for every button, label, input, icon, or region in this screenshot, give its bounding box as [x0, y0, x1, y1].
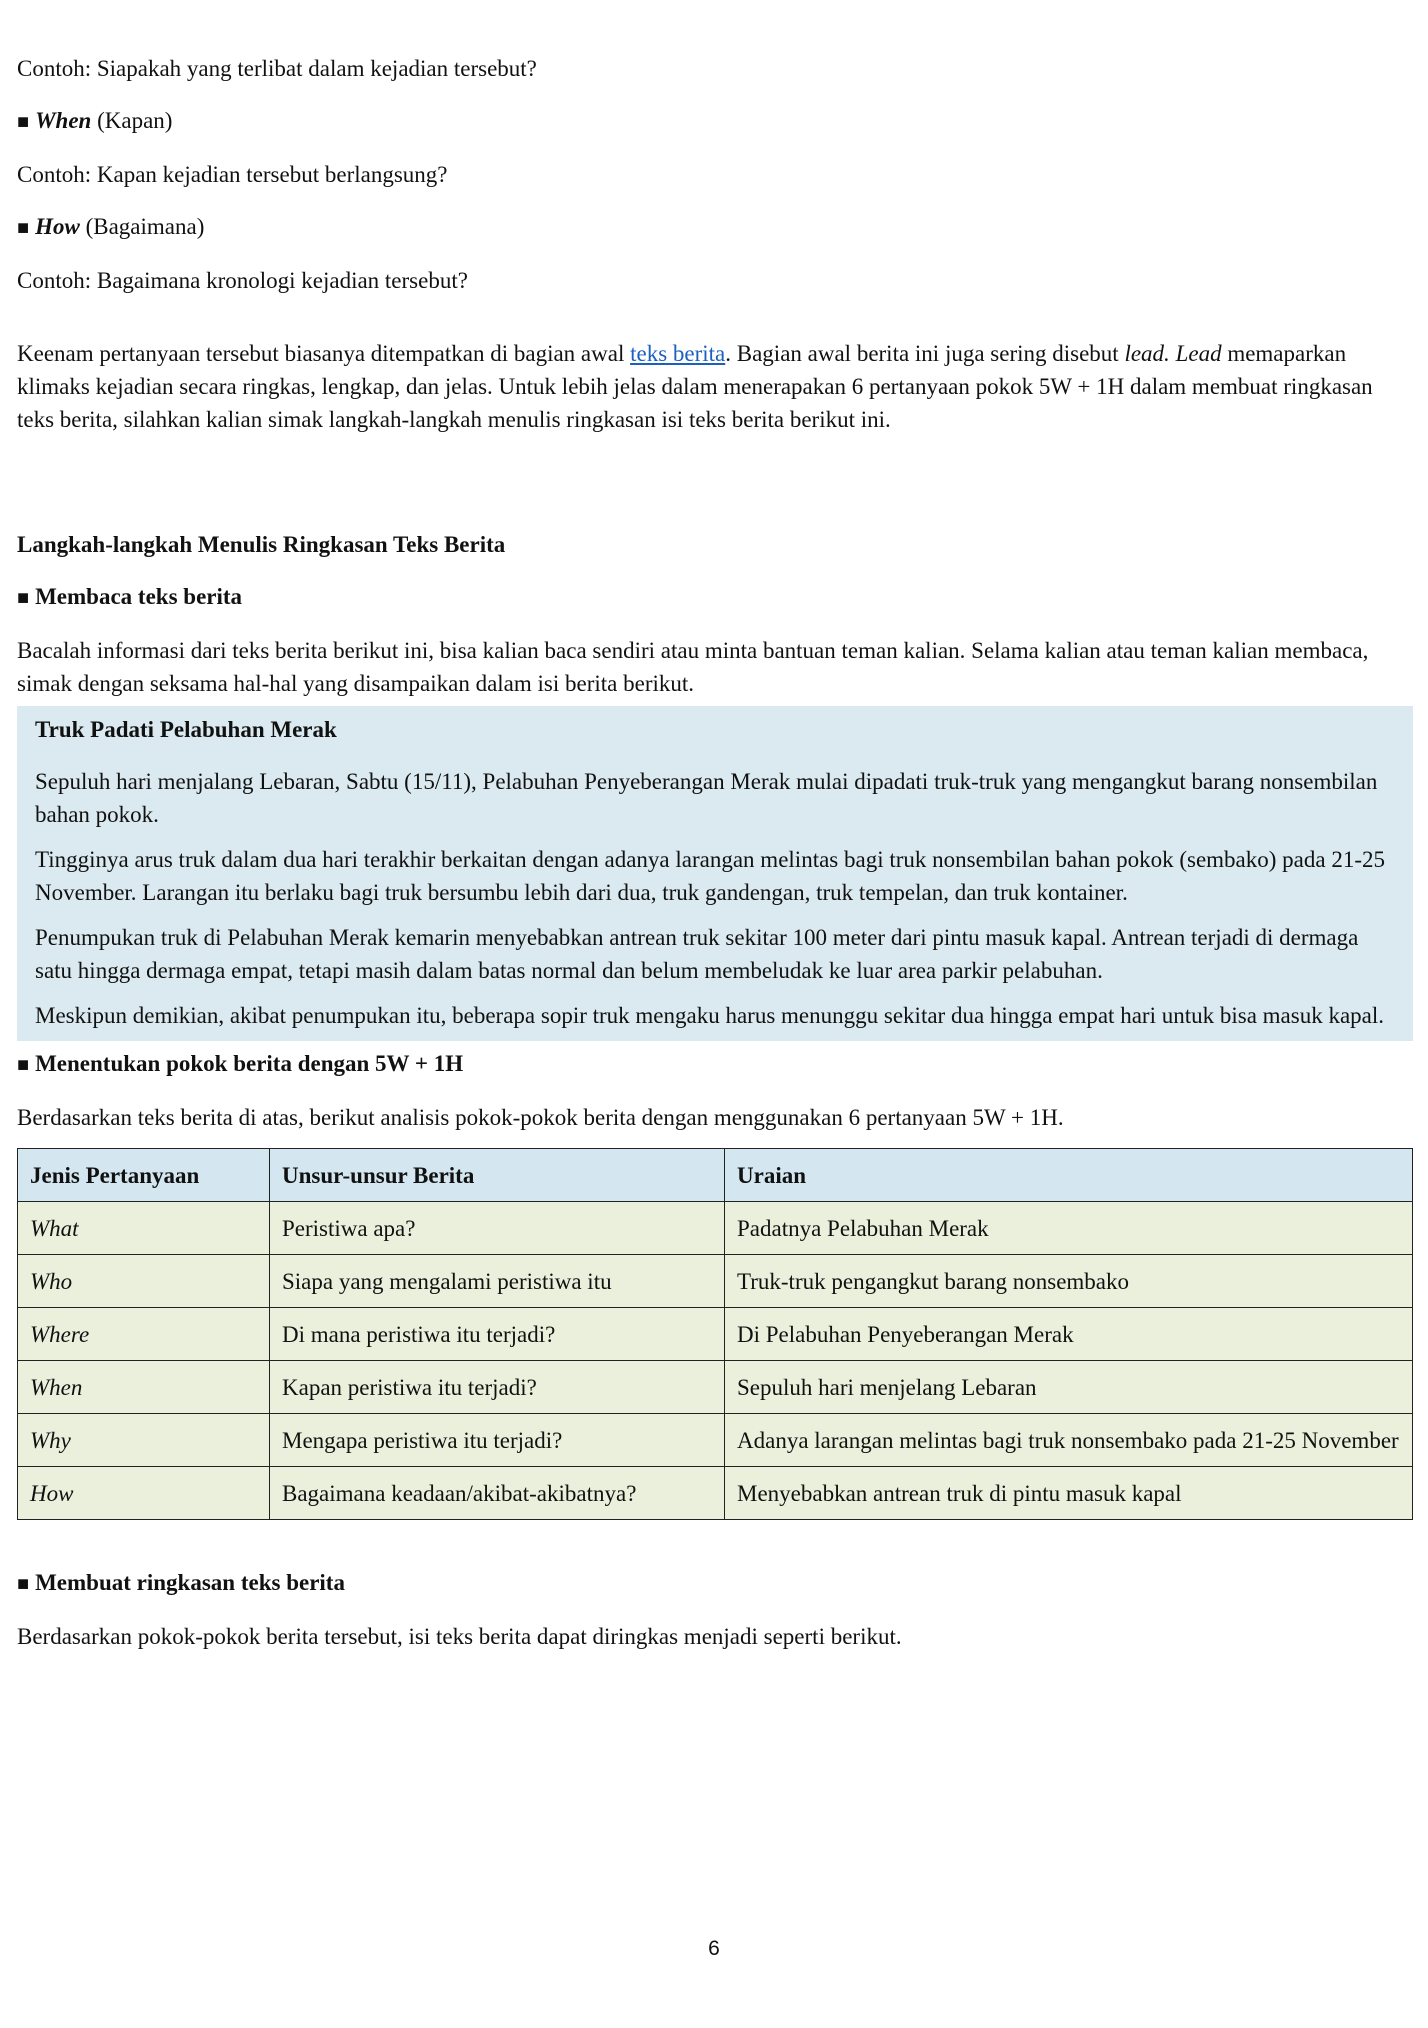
table-cell: How: [18, 1467, 270, 1520]
table-header-cell: Uraian: [725, 1149, 1413, 1202]
table-cell: What: [18, 1202, 270, 1255]
step-1-text: Bacalah informasi dari teks berita berikut ini, bisa kalian baca sendiri atau minta bantuan teman kalian. Selama kalian atau teman kalian membaca, simak dengan seksama hal-hal yang disampaikan dalam isi berita berikut.: [17, 638, 1369, 696]
table-cell: Di Pelabuhan Penyeberangan Merak: [725, 1308, 1413, 1361]
news-paragraph: Penumpukan truk di Pelabuhan Merak kemarin menyebabkan antrean truk sekitar 100 meter dari pintu masuk kapal. Antrean terjadi di dermaga satu hingga dermaga empat, tetapi masih dalam batas normal dan belum membeludak ke luar area parkir pelabuhan.: [35, 925, 1359, 983]
table-row: [18, 1308, 1413, 1361]
table-row: [18, 1202, 1413, 1255]
analysis-table: [17, 1148, 1413, 1520]
table-cell: Bagaimana keadaan/akibat-akibatnya?: [270, 1467, 725, 1520]
step-3-label: Membuat ringkasan teks berita: [35, 1570, 345, 1595]
table-cell: Who: [18, 1255, 270, 1308]
table-cell: Di mana peristiwa itu terjadi?: [270, 1308, 725, 1361]
table-row: [18, 1467, 1413, 1520]
when-example: Contoh: Kapan kejadian tersebut berlangsung?: [17, 162, 448, 187]
paragraph-text: Keenam pertanyaan tersebut biasanya ditempatkan di bagian awal: [17, 341, 631, 366]
bullet-square-icon: ■: [17, 1054, 30, 1076]
table-row: [18, 1361, 1413, 1414]
paragraph-text: memaparkan klimaks kejadian secara ringkas, lengkap, dan jelas. Untuk lebih jelas dalam menerapakan 6 pertanyaan pokok 5W + 1H dalam membuat ringkasan teks berita, silahkan kalian simak langkah-langkah menulis ringkasan isi teks berita berikut ini.: [17, 341, 1373, 432]
teks-berita-link[interactable]: teks berita: [630, 341, 726, 366]
lead-term: lead.: [1124, 341, 1170, 366]
table-cell: Where: [18, 1308, 270, 1361]
step-3-text: Berdasarkan pokok-pokok berita tersebut, isi teks berita dapat diringkas menjadi seperti berikut.: [17, 1624, 902, 1649]
bullet-square-icon: ■: [17, 1573, 30, 1595]
bullet-square-icon: ■: [17, 217, 30, 239]
how-item: [17, 210, 1413, 245]
news-paragraph: Sepuluh hari menjalang Lebaran, Sabtu (15/11), Pelabuhan Penyeberangan Merak mulai dipadati truk-truk yang mengangkut barang nonsembilan bahan pokok.: [35, 769, 1378, 827]
news-title: Truk Padati Pelabuhan Merak: [35, 717, 337, 742]
table-cell: Mengapa peristiwa itu terjadi?: [270, 1414, 725, 1467]
news-paragraph: Meskipun demikian, akibat penumpukan itu, beberapa sopir truk mengaku harus menunggu sekitar dua hingga empat hari untuk bisa masuk kapal.: [35, 1003, 1385, 1028]
table-cell: Adanya larangan melintas bagi truk nonsembako pada 21-25 November: [725, 1414, 1413, 1467]
bullet-square-icon: ■: [17, 587, 30, 609]
step-2-label: Menentukan pokok berita dengan 5W + 1H: [35, 1051, 464, 1076]
table-cell: Truk-truk pengangkut barang nonsembako: [725, 1255, 1413, 1308]
paragraph-text: . Bagian awal berita ini juga sering disebut: [725, 341, 1125, 366]
news-box: [17, 706, 1413, 1041]
table-header-row: [18, 1149, 1413, 1202]
how-example: Contoh: Bagaimana kronologi kejadian tersebut?: [17, 268, 468, 293]
step-1-title: [17, 580, 1413, 615]
document-page: [17, 52, 1413, 1653]
when-paren: (Kapan): [97, 108, 173, 133]
intro-paragraph: [17, 337, 1413, 436]
section-title: Langkah-langkah Menulis Ringkasan Teks Berita: [17, 532, 506, 557]
table-row: [18, 1414, 1413, 1467]
news-paragraph: Tingginya arus truk dalam dua hari terakhir berkaitan dengan adanya larangan melintas bagi truk nonsembilan bahan pokok (sembako) pada 21-25 November. Larangan itu berlaku bagi truk bersumbu lebih dari dua, truk gandengan, truk tempelan, dan truk kontainer.: [35, 847, 1385, 905]
step-2-text: Berdasarkan teks berita di atas, berikut analisis pokok-pokok berita dengan menggunakan 6 pertanyaan 5W + 1H.: [17, 1105, 1064, 1130]
table-cell: Peristiwa apa?: [270, 1202, 725, 1255]
when-label: When: [35, 108, 92, 133]
how-label: How: [35, 214, 80, 239]
table-cell: Menyebabkan antrean truk di pintu masuk kapal: [725, 1467, 1413, 1520]
table-cell: Padatnya Pelabuhan Merak: [725, 1202, 1413, 1255]
table-header-cell: Unsur-unsur Berita: [270, 1149, 725, 1202]
bullet-square-icon: ■: [17, 111, 30, 133]
how-paren: (Bagaimana): [85, 214, 205, 239]
table-cell: Sepuluh hari menjelang Lebaran: [725, 1361, 1413, 1414]
step-1-label: Membaca teks berita: [35, 584, 243, 609]
step-3-title: [17, 1566, 1413, 1601]
table-cell: When: [18, 1361, 270, 1414]
step-2-title: [17, 1047, 1413, 1082]
who-example: Contoh: Siapakah yang terlibat dalam kejadian tersebut?: [17, 56, 537, 81]
table-cell: Why: [18, 1414, 270, 1467]
table-cell: Siapa yang mengalami peristiwa itu: [270, 1255, 725, 1308]
table-cell: Kapan peristiwa itu terjadi?: [270, 1361, 725, 1414]
lead-term: Lead: [1175, 341, 1222, 366]
page-number: 6: [708, 1937, 720, 1960]
table-row: [18, 1255, 1413, 1308]
when-item: [17, 104, 1413, 139]
table-header-cell: Jenis Pertanyaan: [18, 1149, 270, 1202]
